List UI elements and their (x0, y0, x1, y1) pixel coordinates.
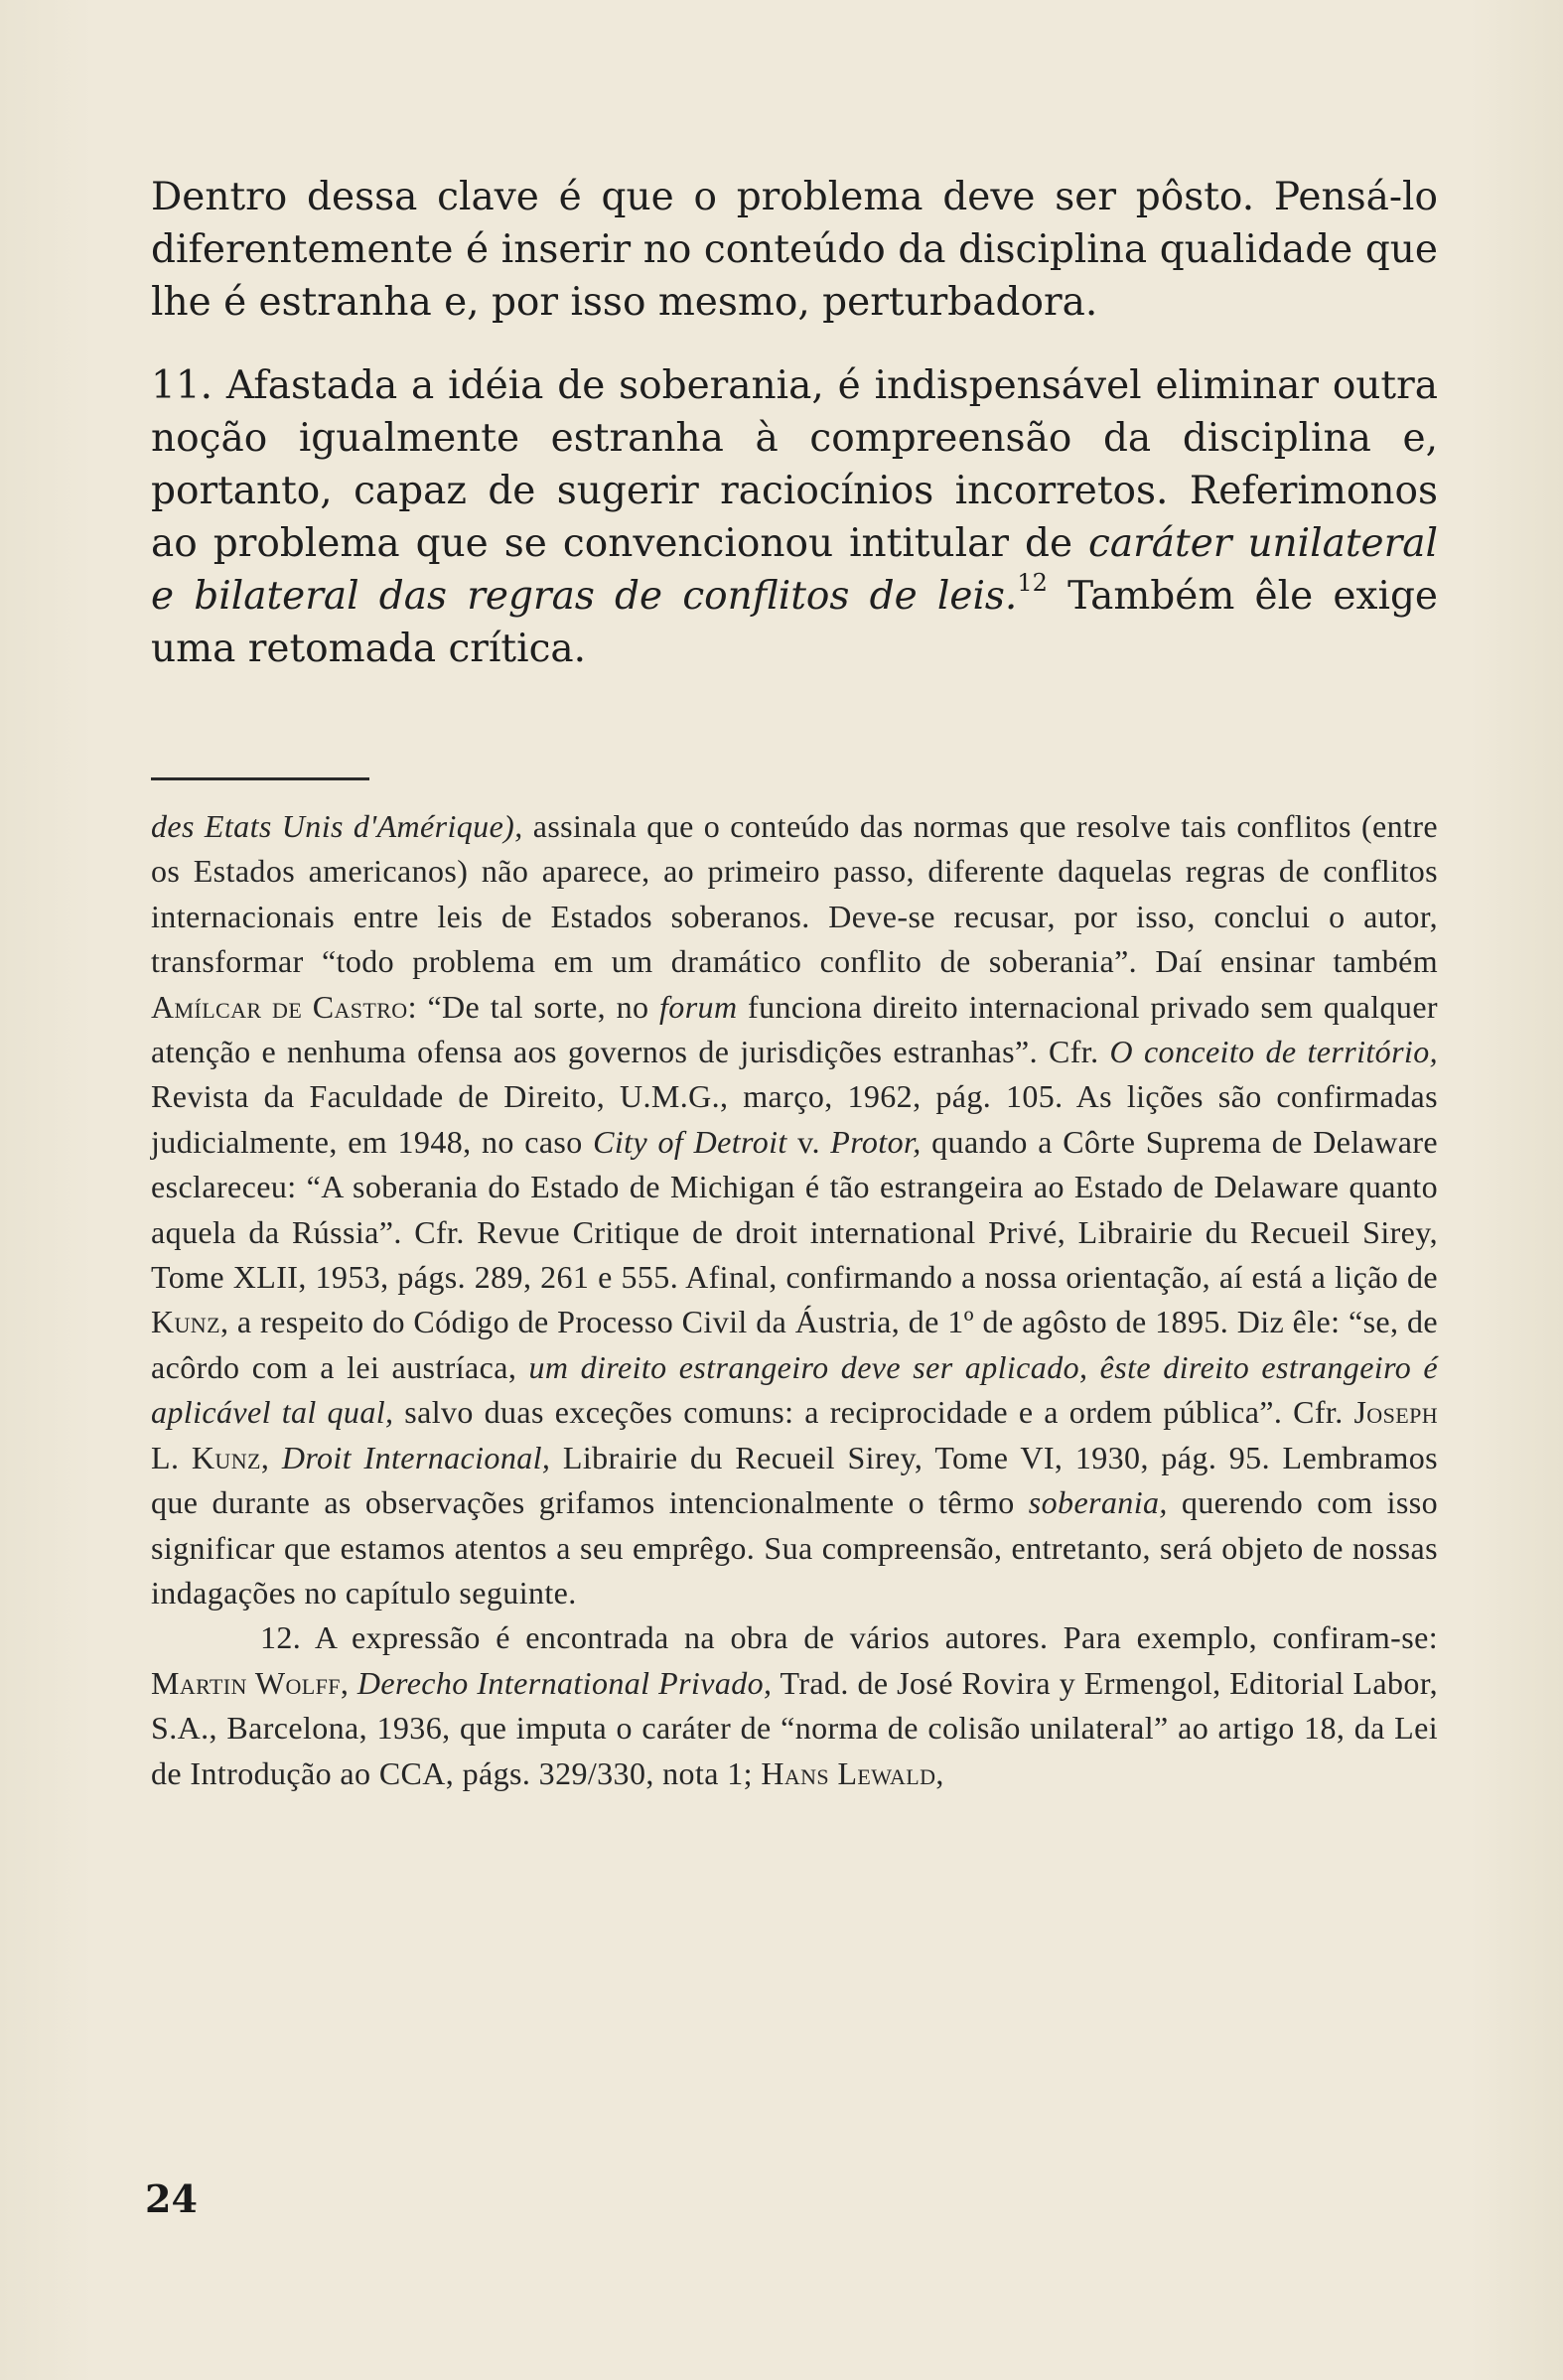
paragraph-11-italic: caráter unilateral e bilateral das regras de conflitos de leis. (151, 521, 1438, 619)
footnote-ref-12: 12 (1017, 569, 1048, 597)
fn-author: Joseph L. Kunz (151, 1394, 1438, 1475)
fn-author: Kunz (151, 1304, 220, 1340)
fn-text: : “De tal sorte, no (407, 988, 659, 1025)
main-text (151, 171, 1438, 675)
fn-author: Amílcar de Castro (151, 988, 408, 1025)
fn-italic: um direito estrangeiro deve ser aplicado, êste direito estrangeiro é aplicável tal qual, (151, 1348, 1439, 1431)
fn-text: Trad. de José Rovira y Ermengol, Editorial Labor, S.A., Barcelona, 1936, que imputa o caráter de “norma de colisão unilateral” ao artigo 18, da Lei de Introdução ao CCA, págs. 329/330, nota 1; (151, 1664, 1438, 1791)
page-number: 24 (145, 2176, 198, 2221)
fn-italic: O conceito de território, (1109, 1034, 1439, 1070)
fn-italic: Droit Internacional, (281, 1439, 551, 1475)
fn-text: salvo duas exceções comuns: a reciprocidade e a ordem pública”. Cfr. (393, 1394, 1354, 1431)
fn-text: quando a Côrte Suprema de Delaware esclareceu: “A soberania do Estado de Michigan é tão estrangeira ao Estado de Delaware quanto aquela da Rússia”. Cfr. Revue Critique de droit international Privé, Librairie du Recueil Sirey, Tome XLII, 1953, págs. 289, 261 e 555. Afinal, confirmando a nossa orientação, aí está a lição de (151, 1123, 1438, 1296)
footnote-12 (151, 1615, 1438, 1796)
paragraph-11-text: 11. Afastada a idéia de soberania, é indispensável eliminar outra noção igualmente estranha à compreensão da disciplina e, portanto, capaz de sugerir raciocínios incorretos. Referimonos ao problema que se convencionou intitular de (151, 363, 1438, 566)
fn-italic: des Etats Unis d'Amérique), (151, 808, 523, 844)
fn-text: , a respeito do Código de Processo Civil da Áustria, de 1º de agôsto de 1895. Diz êle: “se, de acôrdo com a lei austríaca, (151, 1304, 1438, 1385)
fn-text: funciona direito internacional privado sem qualquer atenção e nenhuma ofensa aos governos de jurisdições estranhas”. Cfr. (151, 988, 1438, 1070)
fn-text: , (935, 1754, 944, 1791)
fn-italic: Derecho International Privado, (356, 1664, 773, 1701)
fn-author: Martin Wolff (151, 1664, 341, 1701)
fn-italic: Protor, (830, 1123, 922, 1160)
fn-text: Revista da Faculdade de Direito, U.M.G., março, 1962, pág. 105. As lições são confirmadas judicialmente, em 1948, no caso (151, 1078, 1438, 1160)
fn-italic: forum (659, 988, 738, 1025)
fn-author: Hans Lewald (761, 1754, 936, 1791)
fn-italic: soberania, (1028, 1484, 1168, 1521)
footnote-divider (151, 777, 369, 780)
fn-text: , (340, 1664, 357, 1701)
fn-text: assinala que o conteúdo das normas que resolve tais conflitos (entre os Estados americanos) não aparece, ao primeiro passo, diferente daquelas regras de conflitos internacionais entre leis de Estados soberanos. Deve-se recusar, por isso, conclui o autor, transformar “todo problema em um dramático conflito de soberania”. Daí ensinar também (151, 808, 1438, 980)
paragraph-11 (151, 359, 1438, 675)
fn-text: , (260, 1439, 282, 1475)
fn-italic: City of Detroit (593, 1123, 787, 1160)
fn-text: v. (786, 1123, 831, 1160)
fn-text: Librairie du Recueil Sirey, Tome VI, 1930, pág. 95. Lembramos que durante as observações grifamos intencionalmente o têrmo (151, 1439, 1438, 1521)
paragraph-11-end: Também êle exige uma retomada crítica. (151, 574, 1438, 671)
footnotes (151, 804, 1438, 1796)
fn-text: 12. A expressão é encontrada na obra de vários autores. Para exemplo, confiram-se: (260, 1619, 1438, 1656)
paragraph-1: Dentro dessa clave é que o problema deve ser pôsto. Pensá-lo diferentemente é inserir no conteúdo da disciplina qualidade que lhe é estranha e, por isso mesmo, perturbadora. (151, 175, 1438, 325)
footnote-11-continued (151, 804, 1438, 1615)
fn-text: querendo com isso significar que estamos atentos a seu emprêgo. Sua compreensão, entretanto, será objeto de nossas indagações no capítulo seguinte. (151, 1484, 1438, 1610)
